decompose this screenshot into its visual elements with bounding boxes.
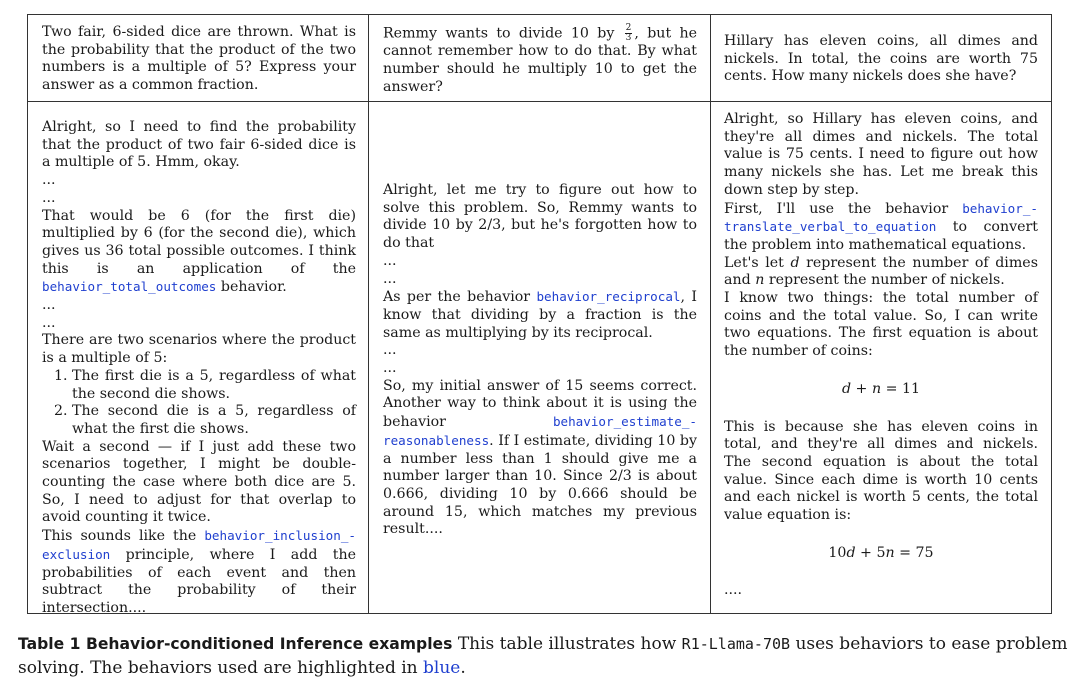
paragraph: Alright, so I need to find the probability that the product of two fair 6-sided dice is a multiple of 5. Hmm, okay. xyxy=(42,119,356,171)
scenario-list xyxy=(42,368,356,439)
paragraph: I know two things: the total number of coins and the total value. So, I can write two equations. The first equation is about the number of coins: xyxy=(724,290,1038,360)
list-item: 1. The first die is a 5, regardless of what the second die shows. xyxy=(72,368,356,403)
equation-coins xyxy=(724,381,1038,399)
paragraph xyxy=(383,288,697,342)
text: + xyxy=(851,380,872,397)
text: = 11 xyxy=(881,380,921,397)
text: Let's let xyxy=(724,254,784,271)
caption-text: uses behaviors to ease problem solving. The behaviors used are highlighted in xyxy=(18,634,1073,678)
text: behavior. xyxy=(220,279,287,296)
equation-value xyxy=(724,545,1038,563)
paragraph: This is because she has eleven coins in total, and they're all dimes and nickels. The second equation is about the total value. Since each dime is worth 10 cents and each nickel is worth 5 cents, the total value equation is: xyxy=(724,418,1038,524)
text: . If I estimate, dividing 10 by a number less than 1 should give me a number larger than 10. Since 2/3 is about 0.666, dividing 10 by 0.666 should be around 15, which matches my previous result.... xyxy=(383,432,697,538)
variable: d xyxy=(841,380,852,397)
response-column-1 xyxy=(32,119,366,618)
text: So, my initial answer of 15 seems correct. Another way to think about it is using the behavior xyxy=(383,377,697,431)
variable: d xyxy=(846,544,856,561)
ellipsis: .... xyxy=(724,582,743,599)
paragraph xyxy=(383,378,697,539)
paragraph: Alright, so Hillary has eleven coins, and they're all dimes and nickels. The total value is 75 cents. I need to figure out how many nickels she has. Let me break this down step by step. xyxy=(724,111,1038,198)
behavior-highlight: behavior_inclusion_-exclusion xyxy=(42,528,356,562)
text: + 5 xyxy=(855,544,886,561)
question-1-text: Two fair, 6-sided dice are thrown. What is the probability that the product of the two numbers is a multiple of 5? Express your answer as a common fraction. xyxy=(42,24,356,94)
model-name: R1-Llama-70B xyxy=(681,635,791,653)
paragraph xyxy=(42,208,356,298)
question-2-text: Remmy wants to divide 10 by xyxy=(383,25,615,42)
text: First, I'll use the behavior xyxy=(724,200,949,217)
caption-blue-word: blue xyxy=(423,658,461,678)
ellipsis: ... xyxy=(42,172,56,189)
ellipsis: ... xyxy=(42,314,56,331)
variable: n xyxy=(755,272,765,289)
table-caption xyxy=(18,632,1073,680)
paragraph: Wait a second — if I just add these two scenarios together, I might be double-counting the case where both dice are 5. So, I need to adjust for that overlap to avoid counting it twice. xyxy=(42,438,356,526)
ellipsis: ... xyxy=(383,360,397,377)
behavior-highlight: behavior_-translate_verbal_to_equation xyxy=(724,200,1039,235)
question-1 xyxy=(32,24,366,95)
caption-label: Table 1 Behavior-conditioned Inference examples xyxy=(18,635,453,653)
question-3 xyxy=(714,33,1048,86)
ellipsis: ... xyxy=(383,342,397,359)
variable: n xyxy=(885,544,895,561)
text: principle, where I add the probabilities of each event and then subtract the probability of their intersection.... xyxy=(42,546,357,616)
caption-text: This table illustrates how xyxy=(452,634,682,654)
paragraph: Alright, let me try to figure out how to solve this problem. So, Remmy wants to divide 10 by 2/3, but he's forgotten how to do that xyxy=(383,182,697,252)
fraction-denominator: 3 xyxy=(625,33,632,43)
paragraph xyxy=(724,200,1038,255)
text: , I know that dividing by a fraction is the same as multiplying by its reciprocal. xyxy=(383,289,697,341)
ellipsis: ... xyxy=(383,270,397,287)
text: That would be 6 (for the first die) multiplied by 6 (for the second die), which gives us 36 total possible outcomes. I think this is an application of the xyxy=(42,207,356,277)
text: represent the number of dimes and xyxy=(724,254,1038,289)
column-divider xyxy=(710,15,711,613)
text: 10 xyxy=(828,544,847,561)
text: = 75 xyxy=(894,544,934,561)
text: to convert the problem into mathematical equations. xyxy=(724,219,1038,253)
response-column-2 xyxy=(373,182,707,539)
response-column-3 xyxy=(714,111,1048,600)
paragraph xyxy=(724,255,1038,290)
ellipsis: ... xyxy=(383,252,397,269)
behavior-highlight: behavior_reciprocal xyxy=(536,289,681,305)
variable: n xyxy=(871,380,882,397)
variable: d xyxy=(790,254,800,271)
question-3-text: Hillary has eleven coins, all dimes and nickels. In total, the coins are worth 75 cents. How many nickels does she have? xyxy=(724,33,1038,85)
ellipsis: ... xyxy=(42,297,56,314)
examples-table xyxy=(27,14,1052,614)
fraction-numerator: 2 xyxy=(625,23,632,33)
caption-text: . xyxy=(460,658,466,678)
fraction xyxy=(625,24,633,43)
ellipsis: ... xyxy=(42,189,56,206)
question-2 xyxy=(373,24,707,96)
column-divider xyxy=(368,15,369,613)
header-divider xyxy=(28,101,1051,102)
paragraph: There are two scenarios where the product is a multiple of 5: xyxy=(42,332,356,367)
list-item: 2. The second die is a 5, regardless of what the first die shows. xyxy=(72,403,356,438)
behavior-highlight: behavior_estimate_-reasonableness xyxy=(383,414,697,448)
paragraph xyxy=(42,527,356,618)
text: As per the behavior xyxy=(383,289,531,306)
question-2-text-rest: , but he cannot remember how to do that. By what number should he multiply 10 to get the answer? xyxy=(383,25,697,95)
text: This sounds like the xyxy=(42,528,197,545)
behavior-highlight: behavior_total_outcomes xyxy=(42,279,217,295)
text: represent the number of nickels. xyxy=(768,272,1005,289)
